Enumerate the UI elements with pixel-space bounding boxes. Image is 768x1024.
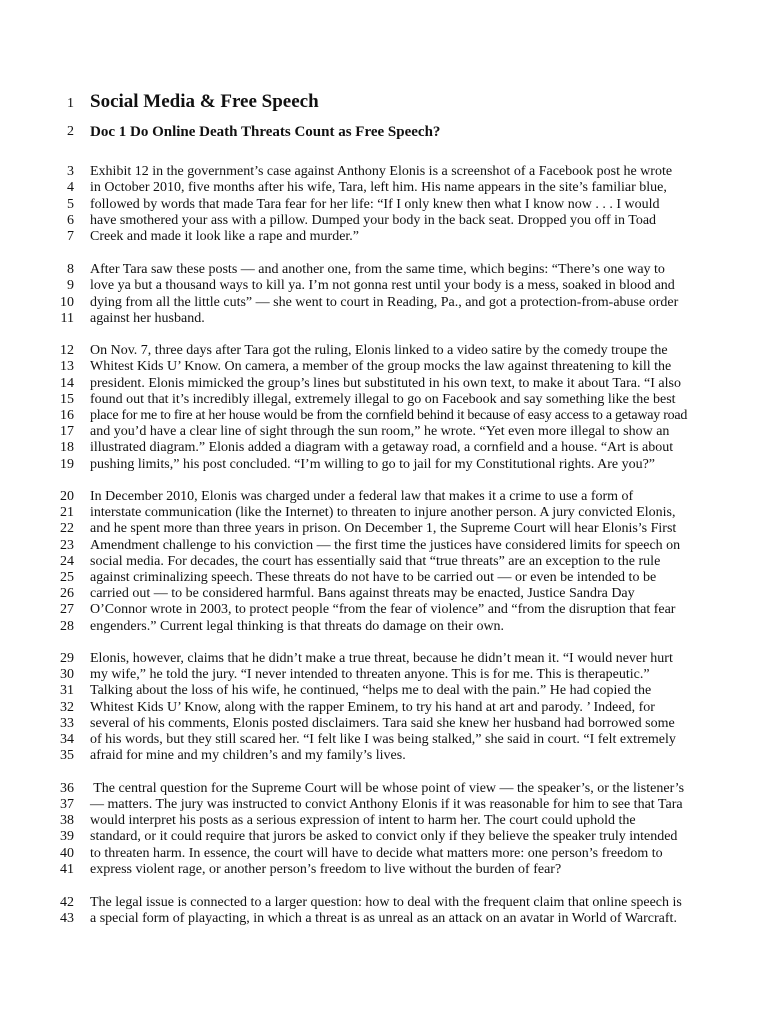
line-number: 33 — [60, 716, 74, 731]
line-text: engenders.” Current legal thinking is that threats do damage on their own. — [90, 619, 505, 634]
line-text: found out that it’s incredibly illegal, extremely illegal to go on Facebook and say something like the best — [90, 392, 676, 407]
line-number: 21 — [60, 505, 74, 520]
line-number: 40 — [60, 846, 74, 861]
line-text: president. Elonis mimicked the group’s lines but substituted in his own text, to make it about Tara. “I also — [90, 376, 681, 391]
line-text: dying from all the little cuts” — she went to court in Reading, Pa., and got a protection-from-abuse order — [90, 295, 679, 310]
line-text: After Tara saw these posts — and another one, from the same time, which begins: “There’s one way to — [90, 262, 665, 277]
line-text: Creek and made it look like a rape and murder.” — [90, 229, 360, 244]
title-text: Social Media & Free Speech — [90, 91, 319, 112]
line-number: 29 — [60, 651, 74, 666]
line-text: to threaten harm. In essence, the court will have to decide what matters more: one person’s freedom to — [90, 846, 663, 861]
line-number: 14 — [60, 376, 74, 391]
line-text: several of his comments, Elonis posted disclaimers. Tara said she knew her husband had borrowed some — [90, 716, 675, 731]
line-number: 35 — [60, 748, 74, 763]
line-number: 17 — [60, 424, 74, 439]
line-text: followed by words that made Tara fear for her life: “If I only knew then what I know now . . . I would — [90, 197, 660, 212]
line-text: illustrated diagram.” Elonis added a diagram with a getaway road, a cornfield and a house. “Art is about — [90, 440, 674, 455]
line-text: Amendment challenge to his conviction — the first time the justices have considered limits for speech on — [90, 538, 681, 553]
line-text: — matters. The jury was instructed to convict Anthony Elonis if it was reasonable for him to see that Tara — [90, 797, 683, 812]
line-text: Whitest Kids U’ Know. On camera, a member of the group mocks the law against threatening to kill the — [90, 359, 672, 374]
line-number: 39 — [60, 829, 74, 844]
line-number: 16 — [60, 408, 74, 423]
line-number: 19 — [60, 457, 74, 472]
line-number: 41 — [60, 862, 74, 877]
line-text: interstate communication (like the Internet) to threaten to injure another person. A jury convicted Elonis, — [90, 505, 676, 520]
line-number: 24 — [60, 554, 74, 569]
line-text: afraid for mine and my children’s and my family’s lives. — [90, 748, 406, 763]
line-number: 43 — [60, 911, 74, 926]
line-text: have smothered your ass with a pillow. Dumped your body in the back seat. Dropped you off in Toad — [90, 213, 657, 228]
line-number: 7 — [67, 229, 74, 244]
line-text: Elonis, however, claims that he didn’t make a true threat, because he didn’t mean it. “I would never hurt — [90, 651, 673, 666]
line-number: 20 — [60, 489, 74, 504]
line-number: 3 — [67, 164, 74, 179]
line-number: 2 — [67, 124, 74, 139]
line-text: pushing limits,” his post concluded. “I’m willing to go to jail for my Constitutional rights. Are you?” — [90, 457, 655, 472]
line-number: 31 — [60, 683, 74, 698]
line-text: and he spent more than three years in prison. On December 1, the Supreme Court will hear Elonis’s First — [90, 521, 677, 536]
line-number: 22 — [60, 521, 74, 536]
line-number: 36 — [60, 781, 74, 796]
line-number: 30 — [60, 667, 74, 682]
line-text: express violent rage, or another person’s freedom to live without the burden of fear? — [90, 862, 562, 877]
line-number: 37 — [60, 797, 74, 812]
line-number: 4 — [67, 180, 74, 195]
line-number: 26 — [60, 586, 74, 601]
line-text: of his words, but they still scared her. “I felt like I was being stalked,” she said in court. “I felt extremely — [90, 732, 676, 747]
subtitle-text: Doc 1 Do Online Death Threats Count as Free Speech? — [90, 124, 441, 140]
line-text: against her husband. — [90, 311, 205, 326]
line-number: 9 — [67, 278, 74, 293]
line-text: On Nov. 7, three days after Tara got the ruling, Elonis linked to a video satire by the comedy troupe the — [90, 343, 668, 358]
line-text: Whitest Kids U’ Know, along with the rapper Eminem, to try his hand at art and parody. ’ Indeed, for — [90, 700, 655, 715]
line-number: 27 — [60, 602, 74, 617]
line-text: and you’d have a clear line of sight through the sun room,” he wrote. “Yet even more illegal to show an — [90, 424, 670, 439]
line-number: 8 — [67, 262, 74, 277]
line-number: 34 — [60, 732, 74, 747]
line-text: Talking about the loss of his wife, he continued, “helps me to deal with the pain.” He had copied the — [90, 683, 652, 698]
line-number: 42 — [60, 895, 74, 910]
line-text: against criminalizing speech. These threats do not have to be carried out — or even be intended to be — [90, 570, 657, 585]
line-text: standard, or it could require that jurors be asked to convict only if they believe the speaker truly intended — [90, 829, 678, 844]
line-number: 15 — [60, 392, 74, 407]
line-text: place for me to fire at her house would be from the cornfield behind it because of easy access to a getaway road — [90, 408, 688, 423]
line-text: in October 2010, five months after his wife, Tara, left him. His name appears in the site’s familiar blue, — [90, 180, 667, 195]
line-number: 38 — [60, 813, 74, 828]
line-text: love ya but a thousand ways to kill ya. I’m not gonna rest until your body is a mess, soaked in blood and — [90, 278, 675, 293]
line-number: 23 — [60, 538, 74, 553]
line-number: 32 — [60, 700, 74, 715]
line-text: O’Connor wrote in 2003, to protect people “from the fear of violence” and “from the disruption that fear — [90, 602, 676, 617]
line-text: would interpret his posts as a serious expression of intent to harm her. The court could uphold the — [90, 813, 636, 828]
line-text: In December 2010, Elonis was charged under a federal law that makes it a crime to use a form of — [90, 489, 634, 504]
line-text: Exhibit 12 in the government’s case against Anthony Elonis is a screenshot of a Facebook post he wrote — [90, 164, 673, 179]
line-text: carried out — to be considered harmful. Bans against threats may be enacted, Justice Sandra Day — [90, 586, 635, 601]
line-number: 13 — [60, 359, 74, 374]
line-number: 11 — [60, 311, 74, 326]
line-number: 12 — [60, 343, 74, 358]
line-number: 6 — [67, 213, 74, 228]
line-text: The legal issue is connected to a larger question: how to deal with the frequent claim that online speech is — [90, 895, 682, 910]
line-number: 1 — [67, 96, 74, 111]
line-number: 18 — [60, 440, 74, 455]
line-number: 10 — [60, 295, 74, 310]
line-text: a special form of playacting, in which a threat is as unreal as an attack on an avatar in World of Warcraft. — [90, 911, 677, 926]
line-text: my wife,” he told the jury. “I never intended to threaten anyone. This is for me. This is therapeutic.” — [90, 667, 650, 682]
line-text: The central question for the Supreme Court will be whose point of view — the speaker’s, or the listener’s — [90, 781, 685, 796]
line-number: 25 — [60, 570, 74, 585]
line-number: 5 — [67, 197, 74, 212]
line-number: 28 — [60, 619, 74, 634]
line-text: social media. For decades, the court has essentially said that “true threats” are an exception to the rule — [90, 554, 661, 569]
